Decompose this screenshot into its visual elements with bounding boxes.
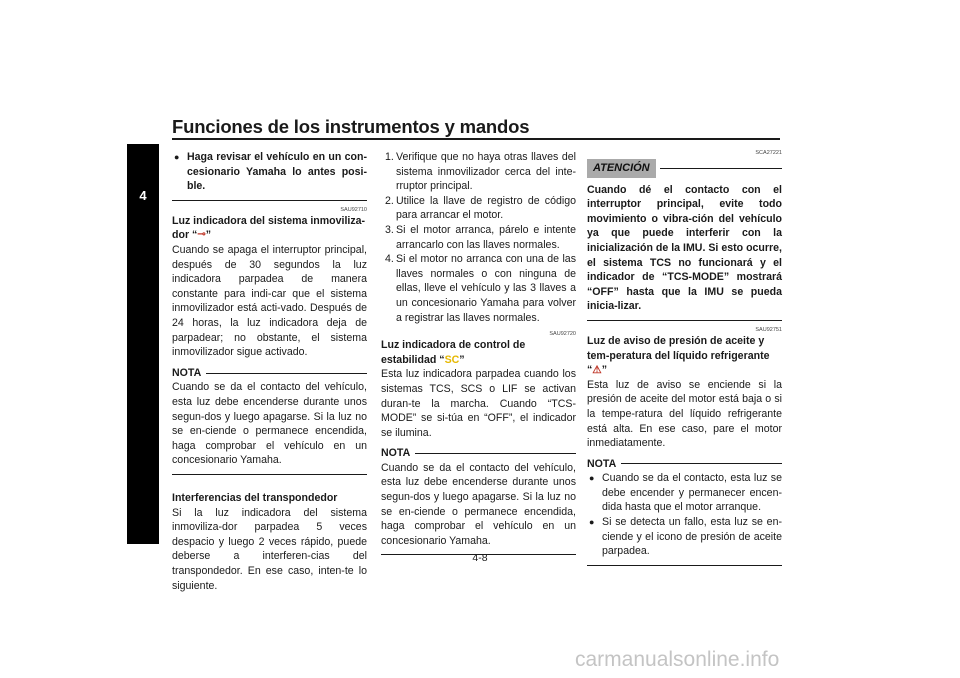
section-code: SAU92710 <box>340 206 367 213</box>
atencion-header <box>587 159 782 178</box>
stability-heading: Luz indicadora de control de estabilidad “SC” <box>381 339 526 366</box>
section-code: SAU92720 <box>549 331 576 338</box>
bullet-diamond-icon: ● <box>589 517 595 528</box>
warning-triangle-icon: ⚠ <box>592 364 602 377</box>
list-item: ● Si se detecta un fallo, esta luz se en-ciende y el icono de presión de aceite parpadea. <box>589 516 782 558</box>
nota-header: NOTA <box>587 457 782 472</box>
list-item: 4. Si el motor no arranca con una de las llaves normales o con ninguna de ellas, lleve el vehículo y las 3 llaves a un concesionario Yamaha para volver a registrar las llaves normales. <box>385 253 576 324</box>
atencion-body: Cuando dé el contacto con el interruptor principal, evite todo movimiento o vibra-ción del vehículo ya que puede interferir con la inicialización de la IMU. Si esto ocurre, el sistema TCS no funcionará y el indicador de “TCS-MODE” mostrará “OFF” hasta que la IMU se pueda inicia-lizar. <box>587 183 782 313</box>
column-left <box>172 150 367 593</box>
list-item: 3. Si el motor arranca, párelo e intente arrancarlo con las llaves normales. <box>385 223 576 251</box>
divider <box>587 565 782 566</box>
nota-header: NOTA <box>172 366 367 381</box>
list-item: ● Cuando se da el contacto, esta luz se debe encender y permanecer encen-dida hasta que el motor arranque. <box>589 472 782 514</box>
bullet-diamond-icon: ● <box>174 152 180 162</box>
column-right <box>587 150 782 572</box>
list-item: 1. Verifique que no haya otras llaves del sistema inmovilizador cerca del inte-rruptor principal. <box>385 151 576 193</box>
nota-body: Cuando se da el contacto del vehículo, esta luz debe encenderse durante unos segun-dos y luego apagarse. Si la luz no se en-ciende o permanece encendida, haga comprobar el vehículo en un concesionario Yamaha. <box>172 381 367 467</box>
oil-temp-heading: Luz de aviso de presión de aceite y tem-peratura del líquido refrigerante “⚠” <box>587 334 770 377</box>
list-item: 2. Utilice la llave de registro de código para arrancar el motor. <box>385 194 576 222</box>
section-code: SCA27221 <box>755 150 782 156</box>
key-icon: ⊸ <box>197 229 206 241</box>
stability-body: Esta luz indicadora parpadea cuando los sistemas TCS, SCS o LIF se activan duran-te la marcha. Cuando “TCS-MODE” se si-túa en “OFF”, el indicador se ilumina. <box>381 368 576 439</box>
bullet-diamond-icon: ● <box>589 473 595 484</box>
immobilizer-body: Cuando se apaga el interruptor principal, después de 30 segundos la luz indicadora parpadea de manera constante para indi-car que el sistema inmovilizador está acti-vado. Después de 24 horas, la luz indicadora deja de parpadear; no obstante, el sistema inmovilizador sigue activado. <box>172 244 367 359</box>
page-number: 4-8 <box>472 552 488 564</box>
warning-bullet: ● Haga revisar el vehículo en un con-cesionario Yamaha lo antes posi-ble. <box>174 151 367 193</box>
atencion-label: ATENCIÓN <box>587 159 656 178</box>
section-code: SAU92751 <box>755 326 782 333</box>
nota-header: NOTA <box>381 446 576 461</box>
divider <box>172 474 367 475</box>
watermark: carmanualsonline.info <box>575 648 780 671</box>
immobilizer-heading: Luz indicadora del sistema inmoviliza-dor “⊸” <box>172 214 366 242</box>
transponder-body: Si la luz indicadora del sistema inmoviliza-dor parpadea 5 veces despacio y luego 2 veces rápido, puede deberse a interferen-cias del transpondedor. En ese caso, inten-te lo siguiente. <box>172 506 367 592</box>
column-middle <box>381 150 576 561</box>
nota-body: Cuando se da el contacto del vehículo, esta luz debe encenderse durante unos segun-dos y luego apagarse. Si la luz no se en-ciende o permanece encendida, haga comprobar el vehículo en un concesionario Yamaha. <box>381 461 576 547</box>
stability-control-icon: SC <box>444 353 460 366</box>
divider <box>587 320 782 321</box>
title-rule <box>172 138 780 140</box>
oil-temp-body: Esta luz de aviso se enciende si la presión de aceite del motor está baja o si la tempe-ratura del líquido refrigerante está alta. En ese caso, pare el motor inmediatamente. <box>587 378 782 450</box>
page-title: Funciones de los instrumentos y mandos <box>172 116 530 137</box>
transponder-heading: Interferencias del transpondedor <box>172 491 338 504</box>
divider <box>172 200 367 201</box>
section-tab <box>127 144 159 544</box>
section-tab-number: 4 <box>139 188 147 203</box>
